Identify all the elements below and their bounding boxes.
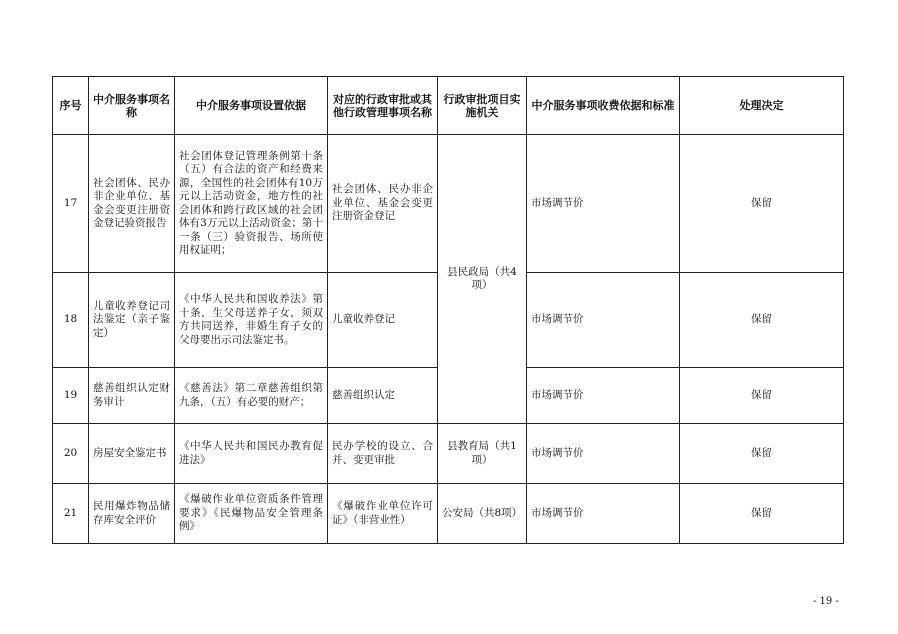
header-agency: 行政审批项目实施机关 <box>438 77 527 135</box>
row-seq: 18 <box>53 273 89 368</box>
row-fee: 市场调节价 <box>527 368 680 424</box>
row-agency: 公安局（共8项） <box>438 484 527 544</box>
page-number: - 19 - <box>813 596 839 607</box>
row-service-name: 慈善组织认定财务审计 <box>89 368 175 424</box>
row-approval: 《爆破作业单位许可证》（非营业性） <box>328 484 438 544</box>
header-seq: 序号 <box>53 77 89 135</box>
row-seq: 20 <box>53 424 89 484</box>
table-row <box>53 135 844 273</box>
table-header-row <box>53 77 844 135</box>
header-basis: 中介服务事项设置依据 <box>175 77 328 135</box>
row-fee: 市场调节价 <box>527 273 680 368</box>
row-basis: 《慈善法》第二章慈善组织第九条，（五）有必要的财产； <box>175 368 328 424</box>
header-service-name: 中介服务事项名称 <box>89 77 175 135</box>
row-fee: 市场调节价 <box>527 424 680 484</box>
header-decision: 处理决定 <box>680 77 844 135</box>
row-decision: 保留 <box>680 424 844 484</box>
row-approval: 慈善组织认定 <box>328 368 438 424</box>
row-basis: 《爆破作业单位资质条件管理要求》《民爆物品安全管理条例》 <box>175 484 328 544</box>
row-fee: 市场调节价 <box>527 135 680 273</box>
header-approval: 对应的行政审批或其他行政管理事项名称 <box>328 77 438 135</box>
row-seq: 21 <box>53 484 89 544</box>
row-service-name: 社会团体、民办非企业单位、基金会变更注册资金登记验资报告 <box>89 135 175 273</box>
table-row <box>53 424 844 484</box>
row-basis: 社会团体登记管理条例第十条（五）有合法的资产和经费来源，全国性的社会团体有10万元以上活动资金，地方性的社会团体和跨行政区域的社会团体有3万元以上活动资金；第十一条（三）验资报告、场所使用权证明； <box>175 135 328 273</box>
row-seq: 19 <box>53 368 89 424</box>
row-agency-merged: 县民政局（共4项） <box>438 135 527 424</box>
row-approval: 民办学校的设立、合并、变更审批 <box>328 424 438 484</box>
row-decision: 保留 <box>680 484 844 544</box>
row-agency: 县教育局（共1项） <box>438 424 527 484</box>
row-basis: 《中华人民共和国收养法》第十条，生父母送养子女，须双方共同送养，非婚生育子女的父母要出示司法鉴定书。 <box>175 273 328 368</box>
row-fee: 市场调节价 <box>527 484 680 544</box>
header-fee: 中介服务事项收费依据和标准 <box>527 77 680 135</box>
row-service-name: 民用爆炸物品储存库安全评价 <box>89 484 175 544</box>
row-seq: 17 <box>53 135 89 273</box>
row-decision: 保留 <box>680 273 844 368</box>
row-approval: 社会团体、民办非企业单位、基金会变更注册资金登记 <box>328 135 438 273</box>
row-decision: 保留 <box>680 368 844 424</box>
row-basis: 《中华人民共和国民办教育促进法》 <box>175 424 328 484</box>
row-service-name: 儿童收养登记司法鉴定（亲子鉴定） <box>89 273 175 368</box>
intermediary-services-table <box>52 76 844 544</box>
table-row <box>53 484 844 544</box>
row-approval: 儿童收养登记 <box>328 273 438 368</box>
row-decision: 保留 <box>680 135 844 273</box>
row-service-name: 房屋安全鉴定书 <box>89 424 175 484</box>
